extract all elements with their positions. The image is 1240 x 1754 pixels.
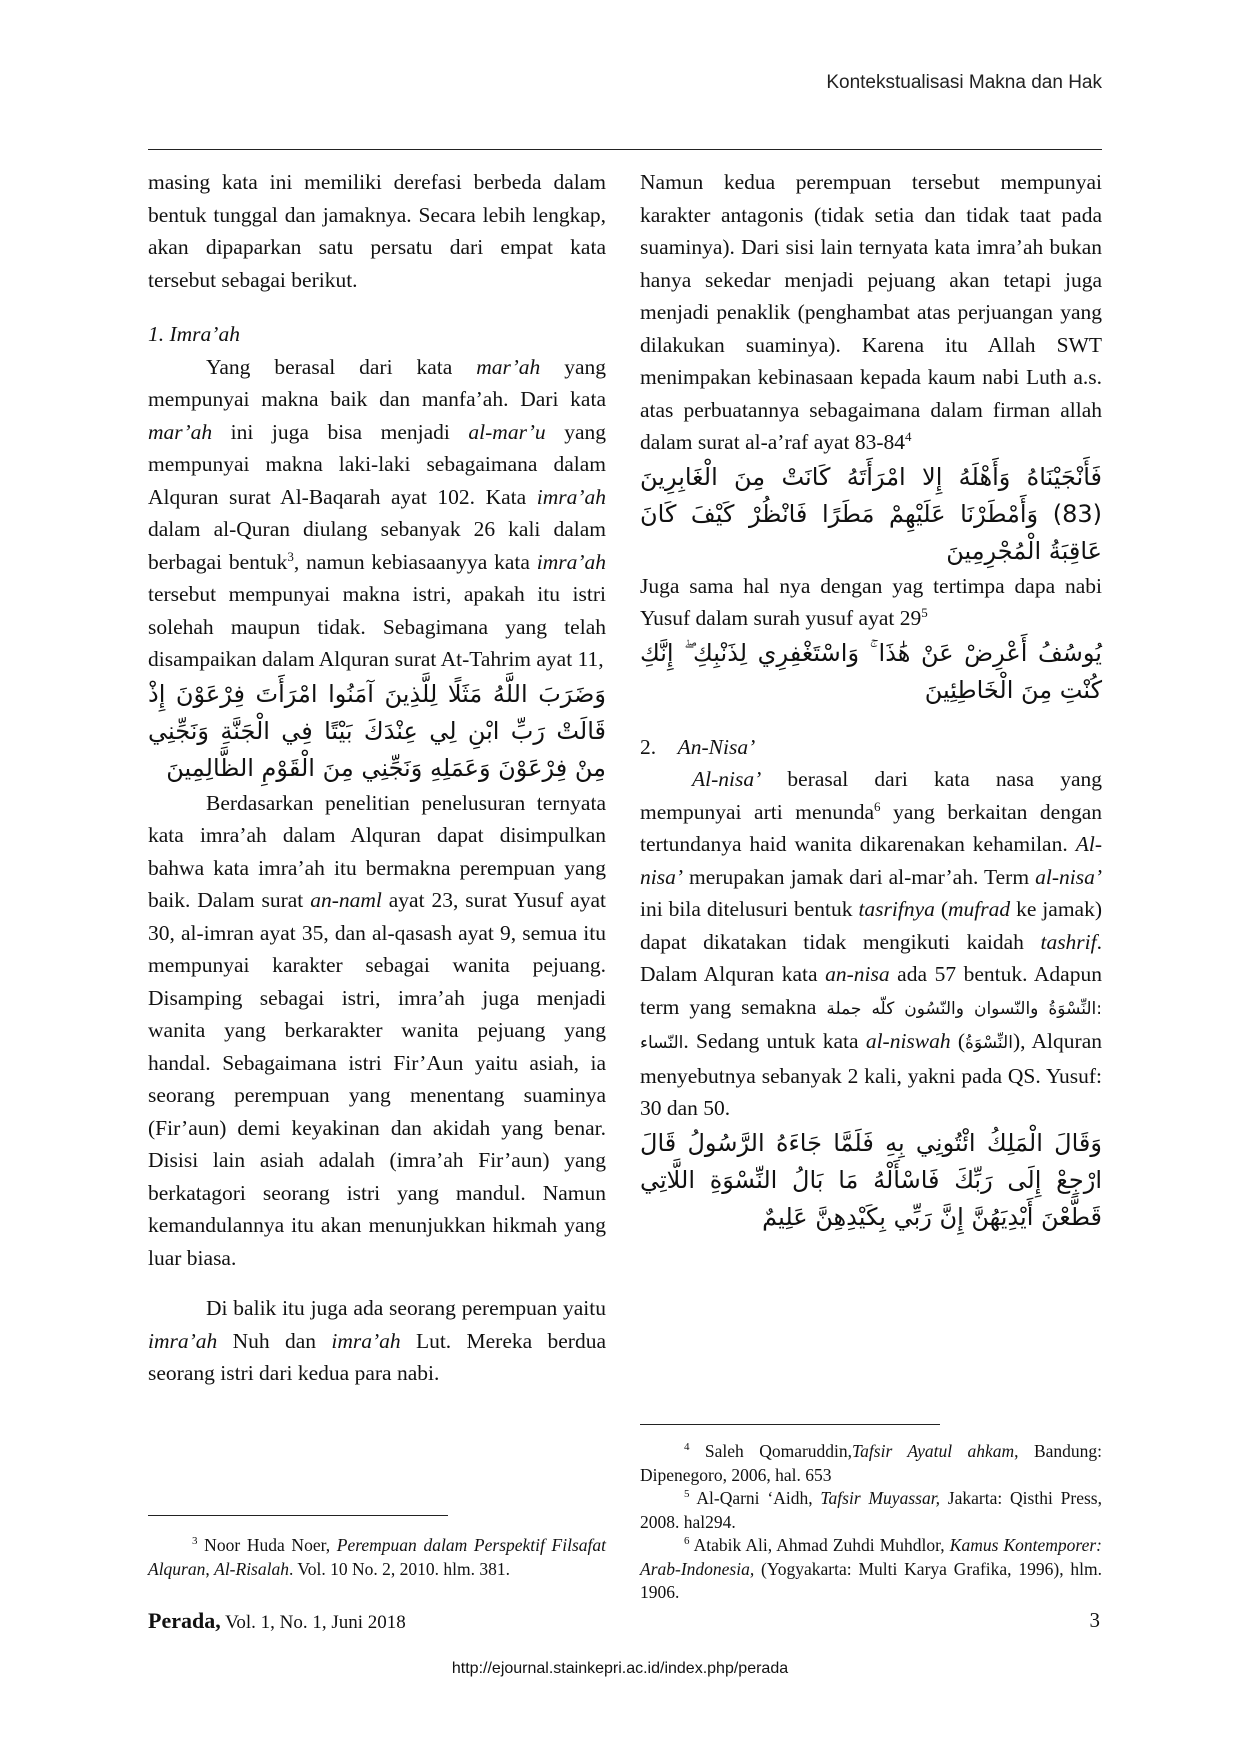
paragraph xyxy=(640,763,1102,1125)
section-heading-text: An-Nisa’ xyxy=(677,734,756,759)
citation-title: Perempuan dalam Perspektif Filsafat Alquran xyxy=(148,1535,607,1579)
text: Noor Huda Noer, xyxy=(197,1535,337,1555)
text: tersebut mempunyai makna istri, apakah itu istri solehah maupun tidak. Sebagimana yang telah disampaikan dalam Alquran surat At-Tahrim ayat 11, xyxy=(148,582,606,671)
paragraph: masing kata ini memiliki derefasi berbeda dalam bentuk tunggal dan jamaknya. Secara lebih lengkap, akan dipaparkan satu persatu dari empat kata tersebut sebagai berikut. xyxy=(148,170,606,292)
term: imra’ah xyxy=(331,1328,401,1353)
text: ini bila ditelusuri bentuk xyxy=(640,897,859,921)
term: imra’ah xyxy=(536,549,606,574)
citation-title: Tafsir Muyassar, xyxy=(820,1488,940,1508)
text: yang berkaitan dengan tertundanya haid wanita dikarenakan kehamilan. xyxy=(640,799,1102,856)
text: , namun kebiasaanyya kata xyxy=(293,549,537,574)
arabic-verse: فَأَنْجَيْنَاهُ وَأَهْلَهُ إِلا امْرَأَتَهُ كَانَتْ مِنَ الْغَابِرِينَ (83) وَأَمْطَرْنَا عَلَيْهِمْ مَطَرًا فَانْظُرْ كَيْفَ كَانَ عَاقِبَةُ الْمُجْرِمِينَ xyxy=(640,462,1102,565)
footnote-3 xyxy=(148,1534,606,1581)
term: tashrif xyxy=(1040,929,1097,954)
footnote-ref[interactable]: 3 xyxy=(287,548,294,564)
paragraph xyxy=(148,351,606,676)
text: , Bandung: Dipenegoro, 2006, hal. 653 xyxy=(640,1441,1102,1485)
text: merupakan jamak dari al-mar’ah. Term xyxy=(683,864,1036,889)
arabic-verse: وَقَالَ الْمَلِكُ ائْتُونِي بِهِ فَلَمَّا جَاءَهُ الرَّسُولُ قَالَ ارْجِعْ إِلَى رَبِّكَ فَاسْأَلْهُ مَا بَالُ النِّسْوَةِ اللَّاتِي قَطَّعْنَ أَيْدِيَهُنَّ إِنَّ رَبِّي بِكَيْدِهِنَّ عَلِيمٌ xyxy=(640,1128,1102,1231)
text: ), Alquran menyebutnya sebanyak 2 kali, yakni pada QS. Yusuf: 30 dan 50. xyxy=(640,1029,1102,1120)
footnote-5 xyxy=(640,1487,1102,1534)
right-column xyxy=(640,166,1102,1236)
text: dalam al-Quran diulang sebanyak 26 kali dalam berbagai bentuk xyxy=(148,517,606,574)
term: Al-nisa’ xyxy=(692,767,762,791)
left-column xyxy=(148,166,606,1390)
paragraph xyxy=(148,787,606,1275)
term: mufrad xyxy=(948,897,1011,921)
text: Saleh Qomaruddin, xyxy=(689,1441,853,1461)
text: Berdasarkan penelitian penelusuran ternyata kata imra’ah dalam Alquran dapat disimpulkan bahwa kata imra’ah itu bermakna perempuan yang baik. Dalam surat xyxy=(148,790,606,912)
text: Al-Qarni ‘Aidh, xyxy=(689,1488,821,1508)
section-number: 2. xyxy=(640,734,657,759)
journal-footer xyxy=(148,1608,406,1634)
footnote-4 xyxy=(640,1440,1102,1487)
term: mar’ah xyxy=(476,354,541,379)
journal-issue: Vol. 1, No. 1, Juni 2018 xyxy=(220,1612,406,1633)
term: tasrifnya xyxy=(858,897,935,921)
header-rule xyxy=(148,149,1102,150)
text: Jakarta: Qisthi Press, 2008. hal294. xyxy=(640,1488,1102,1532)
term: al-mar’u xyxy=(468,419,546,444)
text: ( xyxy=(934,897,948,921)
term: al-nisa’ xyxy=(1035,864,1102,889)
text: ada 57 bentuk. Adapun term yang semakna xyxy=(640,962,1102,1019)
term: Al-nisa’ xyxy=(640,832,1102,889)
footnote-rule xyxy=(148,1515,448,1516)
footnote-ref[interactable]: 6 xyxy=(874,798,881,814)
term: an-nisa xyxy=(825,962,890,986)
text: . Vol. 10 No. 2, 2010. hlm. 381. xyxy=(288,1558,511,1579)
paragraph xyxy=(640,166,1102,459)
text: . Sedang untuk kata xyxy=(683,1029,866,1053)
term: imra’ah xyxy=(148,1328,218,1353)
spacer xyxy=(148,1274,606,1292)
text: Nuh dan xyxy=(217,1328,332,1353)
text: (Yogyakarta: Multi Karya Grafika, 1996), hlm. 1906. xyxy=(640,1558,1102,1602)
text: yang mempunyai makna baik dan manfa’ah. Dari kata xyxy=(148,354,607,411)
text: ke jamak) dapat dikatakan tidak mengikuti kaidah xyxy=(640,897,1102,954)
text: berasal dari kata nasa yang mempunyai arti menunda xyxy=(640,767,1102,824)
paragraph xyxy=(148,1292,606,1390)
footnote-number: 6 xyxy=(684,1535,690,1548)
footnote-6 xyxy=(640,1534,1102,1605)
text: yang mempunyai makna laki-laki sebagaimana dalam Alquran surat Al-Baqarah ayat 102. Kata xyxy=(148,419,606,509)
citation-title: Al-Risalah xyxy=(214,1558,289,1579)
footnotes-right xyxy=(640,1440,1102,1605)
citation-title: Kamus Kontemporer: Arab-Indonesia, xyxy=(640,1535,1102,1579)
text: ( xyxy=(950,1029,966,1053)
page-number: 3 xyxy=(1089,1608,1100,1632)
footnote-ref[interactable]: 4 xyxy=(905,428,912,444)
section-heading-text: 1. Imra’ah xyxy=(148,322,240,346)
footnote-rule xyxy=(640,1424,940,1425)
journal-name: Perada, xyxy=(148,1608,221,1633)
term: al-niswah xyxy=(865,1029,951,1053)
citation-title: Tafsir Ayatul ahkam xyxy=(852,1441,1015,1461)
arabic-inline: :النِّسْوَةُ والنّسوان والنّسُون كلّه جملة النّساء xyxy=(640,998,1102,1053)
text: Namun kedua perempuan tersebut mempunyai karakter antagonis (tidak setia dan tidak taat pada suaminya). Dari sisi lain ternyata kata imra’ah bukan hanya sekedar menjadi pejuang akan tetapi juga menjadi penaklik (penghambat atas perjuangan yang dilakukan suaminya). Karena itu Allah SWT menimpakan kebinasaan kepada kaum nabi Luth a.s. atas perbuatannya sebagaimana dalam firman allah dalam surat al-a’raf ayat 83-84 xyxy=(640,170,1102,454)
arabic-verse: يُوسُفُ أَعْرِضْ عَنْ هَٰذَا ۚ وَاسْتَغْفِرِي لِذَنْبِكِ ۖ إِنَّكِ كُنْتِ مِنَ الْخَاطِئِينَ xyxy=(640,638,1102,704)
section-heading-an-nisa xyxy=(640,731,1102,764)
text: ayat 23, surat Yusuf ayat 30, al-imran ayat 35, dan al-qasash ayat 9, semua itu mempunyai karakter sebagai wanita pejuang. Disamping sebagai istri, imra’ah juga menjadi wanita yang berkarakter wanita pejuang yang handal. Sebagaimana istri Fir’Aun yaitu asiah, ia seorang perempuan yang menentang suaminya (Fir’aun) demi keyakinan dan akidah yang benar. Disisi lain asiah adalah (imra’ah Fir’aun) yang berkatagori seorang istri yang mandul. Namun kemandulannya itu akan menunjukkan hikmah yang luar biasa. xyxy=(148,888,606,1270)
arabic-inline: النِّسْوَةُ xyxy=(965,1033,1013,1053)
arabic-verse: وَضَرَبَ اللَّهُ مَثَلًا لِلَّذِينَ آمَنُوا امْرَأَتَ فِرْعَوْنَ إِذْ قَالَتْ رَبِّ ابْنِ لِي عِنْدَكَ بَيْتًا فِي الْجَنَّةِ وَنَجِّنِي مِنْ فِرْعَوْنَ وَعَمَلِهِ وَنَجِّنِي مِنَ الْقَوْمِ الظَّالِمِينَ xyxy=(148,679,606,782)
text: Yang berasal dari kata xyxy=(206,354,477,379)
text: . Dalam Alquran kata xyxy=(640,929,1102,986)
term: an-naml xyxy=(310,888,382,912)
term: imra’ah xyxy=(536,484,606,509)
text: Lut. Mereka berdua seorang istri dari kedua para nabi. xyxy=(148,1328,606,1385)
footnotes-left xyxy=(148,1534,606,1581)
text: , xyxy=(205,1558,215,1579)
text: Atabik Ali, Ahmad Zuhdi Muhdlor, xyxy=(689,1535,950,1555)
term: mar’ah xyxy=(148,419,213,444)
section-heading-imraah xyxy=(148,318,606,351)
footnote-number: 3 xyxy=(192,1535,198,1548)
running-head: Kontekstualisasi Makna dan Hak xyxy=(826,72,1102,93)
text: Juga sama hal nya dengan yag tertimpa dapa nabi Yusuf dalam surah yusuf ayat 29 xyxy=(640,573,1102,630)
journal-url-link[interactable]: http://ejournal.stainkepri.ac.id/index.php/perada xyxy=(451,1660,789,1677)
text: ini juga bisa menjadi xyxy=(212,419,469,444)
paragraph xyxy=(640,570,1102,635)
text: Di balik itu juga ada seorang perempuan yaitu xyxy=(206,1296,606,1320)
footnote-number: 5 xyxy=(684,1488,690,1501)
footnote-number: 4 xyxy=(684,1441,690,1454)
footnote-ref[interactable]: 5 xyxy=(921,604,928,620)
